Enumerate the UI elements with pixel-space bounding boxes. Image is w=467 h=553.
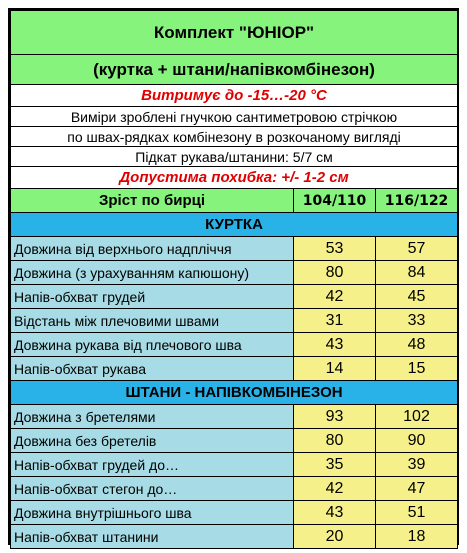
measurement-label: Довжина без бретелів bbox=[11, 429, 294, 453]
measurement-value: 18 bbox=[376, 525, 458, 549]
size-header-2: 116/122 bbox=[376, 189, 458, 213]
measurement-label: Довжина внутрішнього шва bbox=[11, 501, 294, 525]
measurement-value: 80 bbox=[294, 429, 376, 453]
size-chart-sheet bbox=[8, 8, 459, 545]
size-header-1: 104/110 bbox=[294, 189, 376, 213]
measurement-label: Напів-обхват грудей bbox=[11, 285, 294, 309]
size-chart-table bbox=[10, 10, 458, 549]
measurement-value: 53 bbox=[294, 237, 376, 261]
tolerance-note: Допустима похибка: +/- 1-2 см bbox=[11, 167, 458, 189]
measurement-row bbox=[11, 237, 458, 261]
measurement-note-1: Виміри зроблені гнучкою сантиметровою стрічкою bbox=[11, 107, 458, 127]
measurement-value: 48 bbox=[376, 333, 458, 357]
measurement-label: Напів-обхват стегон до… bbox=[11, 477, 294, 501]
measurement-note-2: по швах-рядках комбінезону в розкочаному вигляді bbox=[11, 127, 458, 147]
measurement-row bbox=[11, 405, 458, 429]
measurement-row bbox=[11, 525, 458, 549]
section-row bbox=[11, 381, 458, 405]
measurement-value: 80 bbox=[294, 261, 376, 285]
measurement-label: Довжина від верхнього надпліччя bbox=[11, 237, 294, 261]
measurement-value: 45 bbox=[376, 285, 458, 309]
measurement-value: 15 bbox=[376, 357, 458, 381]
measurement-label: Напів-обхват грудей до… bbox=[11, 453, 294, 477]
measurement-value: 93 bbox=[294, 405, 376, 429]
measurement-value: 35 bbox=[294, 453, 376, 477]
product-subtitle: (куртка + штани/напівкомбінезон) bbox=[11, 55, 458, 85]
measurement-row bbox=[11, 477, 458, 501]
measurement-row bbox=[11, 501, 458, 525]
measurement-value: 42 bbox=[294, 477, 376, 501]
cuff-note: Підкат рукава/штанини: 5/7 см bbox=[11, 147, 458, 167]
measurement-value: 39 bbox=[376, 453, 458, 477]
temperature-rating: Витримує до -15…-20 °C bbox=[11, 85, 458, 107]
measurement-row bbox=[11, 453, 458, 477]
measurement-label: Довжина з бретелями bbox=[11, 405, 294, 429]
measurement-label: Довжина рукава від плечового шва bbox=[11, 333, 294, 357]
measurement-value: 33 bbox=[376, 309, 458, 333]
measurement-value: 14 bbox=[294, 357, 376, 381]
measurement-row bbox=[11, 333, 458, 357]
measurement-value: 31 bbox=[294, 309, 376, 333]
measurement-value: 43 bbox=[294, 333, 376, 357]
measurement-row bbox=[11, 429, 458, 453]
measurement-value: 47 bbox=[376, 477, 458, 501]
size-header-row bbox=[11, 189, 458, 213]
measurement-row bbox=[11, 261, 458, 285]
section-title: ШТАНИ - НАПІВКОМБІНЕЗОН bbox=[11, 381, 458, 405]
measurement-value: 42 bbox=[294, 285, 376, 309]
measurement-label: Напів-обхват рукава bbox=[11, 357, 294, 381]
measurement-value: 90 bbox=[376, 429, 458, 453]
height-column-header: Зріст по бирці bbox=[11, 189, 294, 213]
measurement-label: Напів-обхват штанини bbox=[11, 525, 294, 549]
size-chart-body bbox=[11, 11, 458, 549]
measurement-label: Відстань між плечовими швами bbox=[11, 309, 294, 333]
measurement-value: 43 bbox=[294, 501, 376, 525]
measurement-value: 84 bbox=[376, 261, 458, 285]
measurement-row bbox=[11, 285, 458, 309]
measurement-value: 20 bbox=[294, 525, 376, 549]
measurement-value: 102 bbox=[376, 405, 458, 429]
measurement-row bbox=[11, 357, 458, 381]
measurement-value: 57 bbox=[376, 237, 458, 261]
section-title: КУРТКА bbox=[11, 213, 458, 237]
measurement-label: Довжина (з урахуванням капюшону) bbox=[11, 261, 294, 285]
measurement-row bbox=[11, 309, 458, 333]
section-row bbox=[11, 213, 458, 237]
measurement-value: 51 bbox=[376, 501, 458, 525]
product-title: Комплект "ЮНІОР" bbox=[11, 11, 458, 55]
